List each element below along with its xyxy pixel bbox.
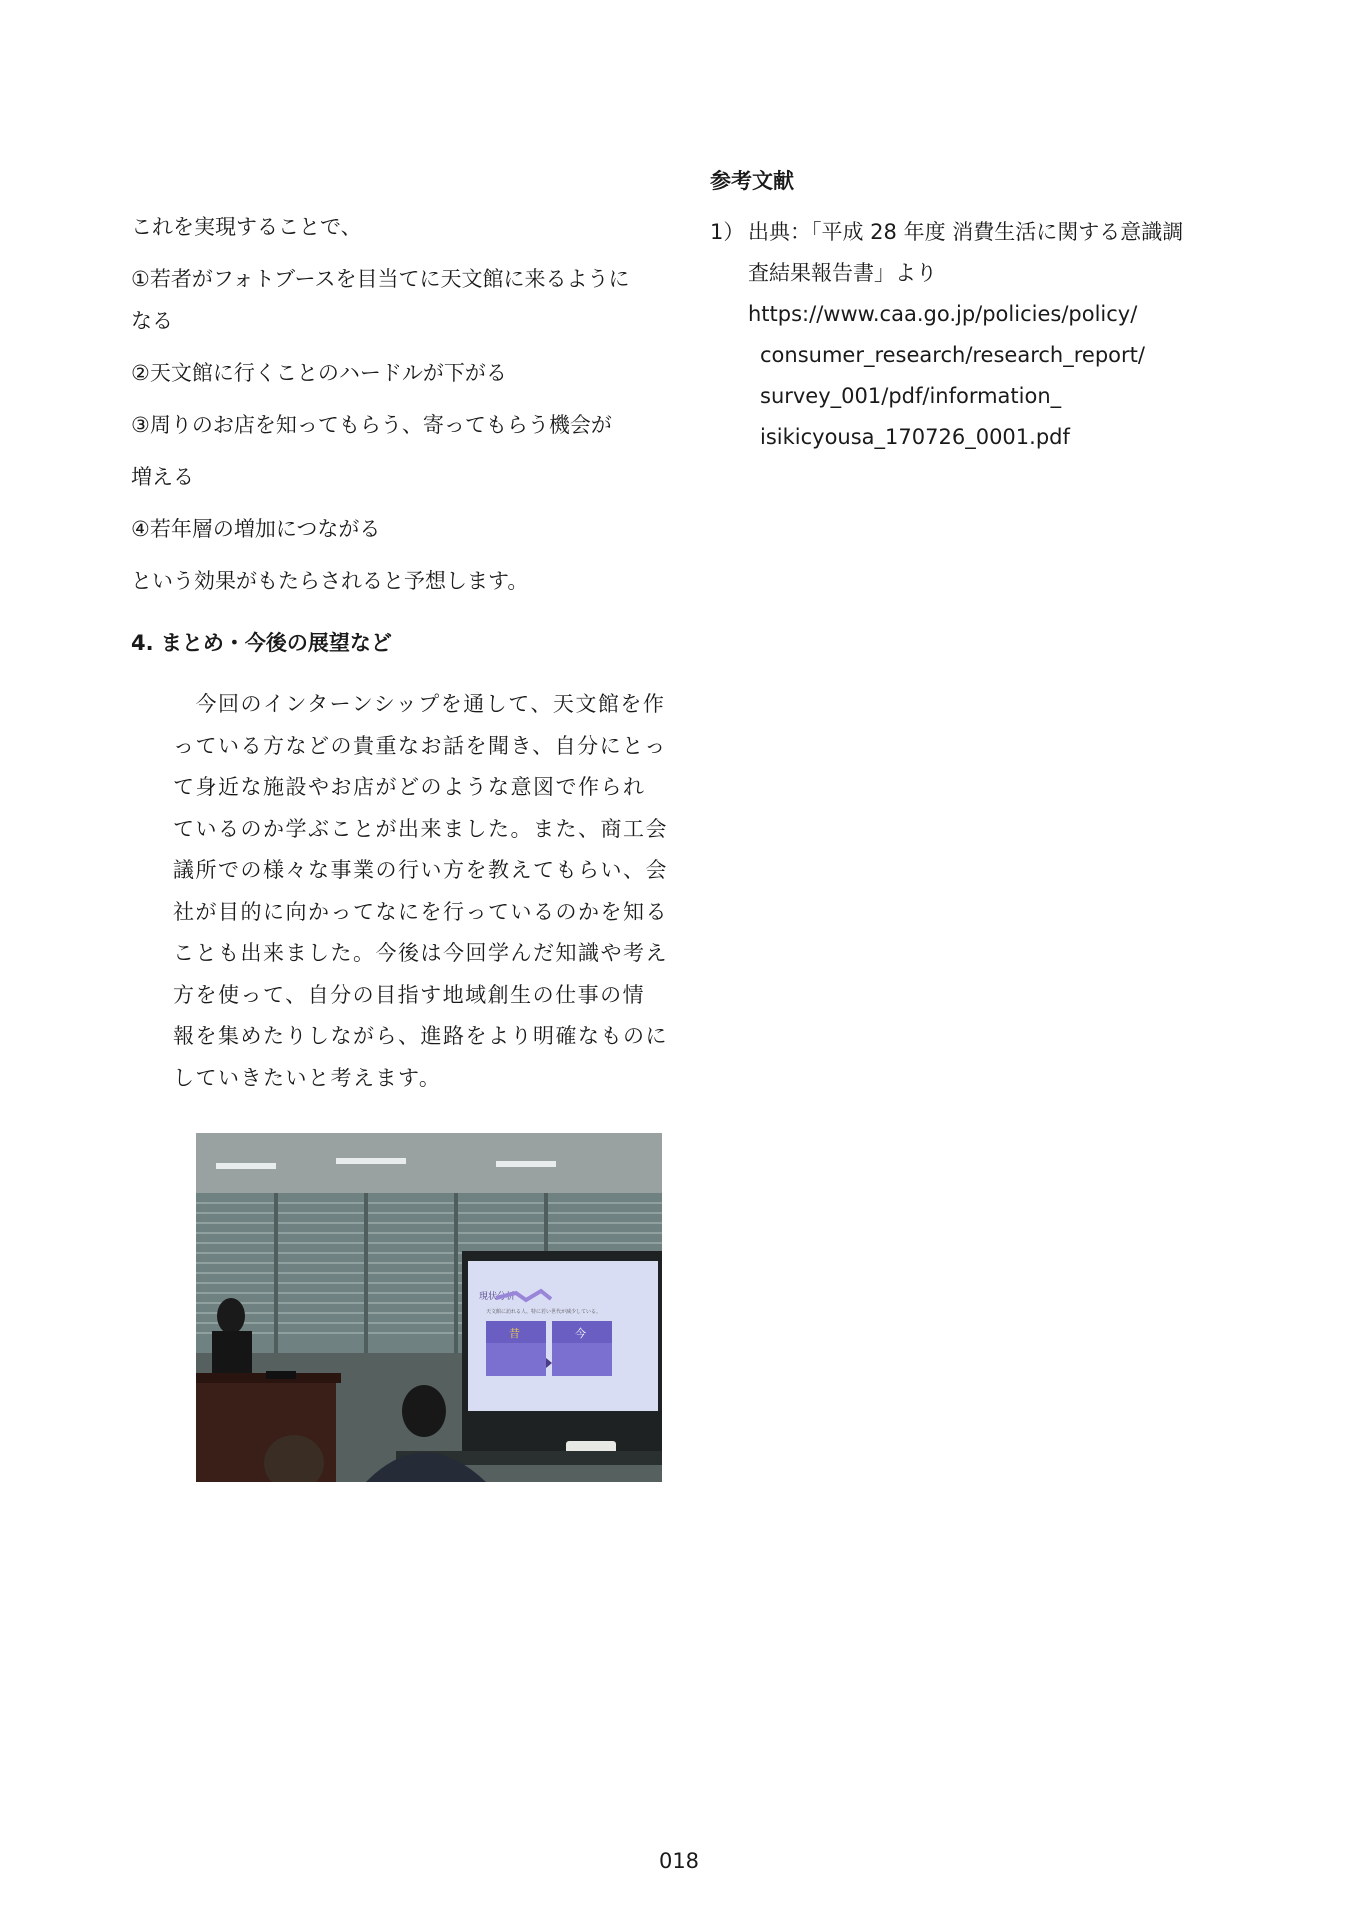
reference-number: 1） (710, 220, 745, 244)
paragraph-line: していきたいと考えます。 (173, 1065, 442, 1090)
paragraph-line: 社が目的に向かってなにを行っているのかを知る (173, 899, 668, 924)
reference-line: 査結果報告書」より (748, 261, 937, 285)
paragraph-line: 今回のインターンシップを通して、天文館を作 (173, 692, 666, 716)
effect-2: ②天文館に行くことのハードルが下がる (131, 361, 507, 385)
reference-line: 出典：「平成 28 年度 消費生活に関する意識調 (748, 220, 1184, 244)
slide-box-right: 今 (575, 1327, 586, 1340)
presentation-photo (196, 1133, 662, 1482)
page-number: 018 (658, 1849, 700, 1873)
effect-3-line-1: ③周りのお店を知ってもらう、寄ってもらう機会が (131, 413, 612, 437)
reference-url-line[interactable]: survey_001/pdf/information_ (760, 384, 1062, 408)
references-heading: 参考文献 (710, 169, 794, 193)
paragraph-line: 方を使って、自分の目指す地域創生の仕事の情 (173, 982, 646, 1007)
paragraph-line: ているのか学ぶことが出来ました。また、商工会 (173, 816, 668, 841)
left-column (131, 212, 671, 1099)
paragraph-line: 議所での様々な事業の行い方を教えてもらい、会 (173, 858, 668, 882)
paragraph-line: っている方などの貴重なお話を聞き、自分にとっ (173, 733, 667, 758)
effect-4: ④若年層の増加につながる (131, 517, 381, 541)
section-4-heading: 4. まとめ・今後の展望など (131, 631, 392, 655)
paragraph-line: ことも出来ました。今後は今回学んだ知識や考え (173, 941, 668, 965)
effects-conclusion: という効果がもたらされると予想します。 (131, 569, 529, 593)
intro-text: これを実現することで、 (131, 215, 362, 239)
references-section (710, 166, 1270, 458)
effect-1-line-2: なる (131, 309, 173, 333)
paragraph-line: て身近な施設やお店がどのような意図で作られ (173, 775, 646, 799)
reference-url-line[interactable]: consumer_research/research_report/ (760, 343, 1145, 367)
effect-3-line-2: 増える (131, 465, 194, 489)
slide-box-left: 昔 (509, 1327, 520, 1340)
section-4-paragraph (131, 684, 671, 1099)
slide-subtitle: 天文館に訪れる人、特に若い世代が減少している。 (486, 1309, 602, 1315)
reference-item (710, 212, 1270, 458)
reference-url-line[interactable]: https://www.caa.go.jp/policies/policy/ (748, 302, 1138, 326)
reference-url-line[interactable]: isikicyousa_170726_0001.pdf (760, 425, 1070, 449)
reference-body (748, 212, 1183, 458)
slide-title: 現状分析 (479, 1292, 516, 1302)
presentation-photo-drawing (196, 1133, 662, 1482)
paragraph-line: 報を集めたりしながら、進路をより明確なものに (173, 1024, 668, 1048)
effect-1-line-1: ①若者がフォトブースを目当てに天文館に来るように (131, 267, 630, 291)
